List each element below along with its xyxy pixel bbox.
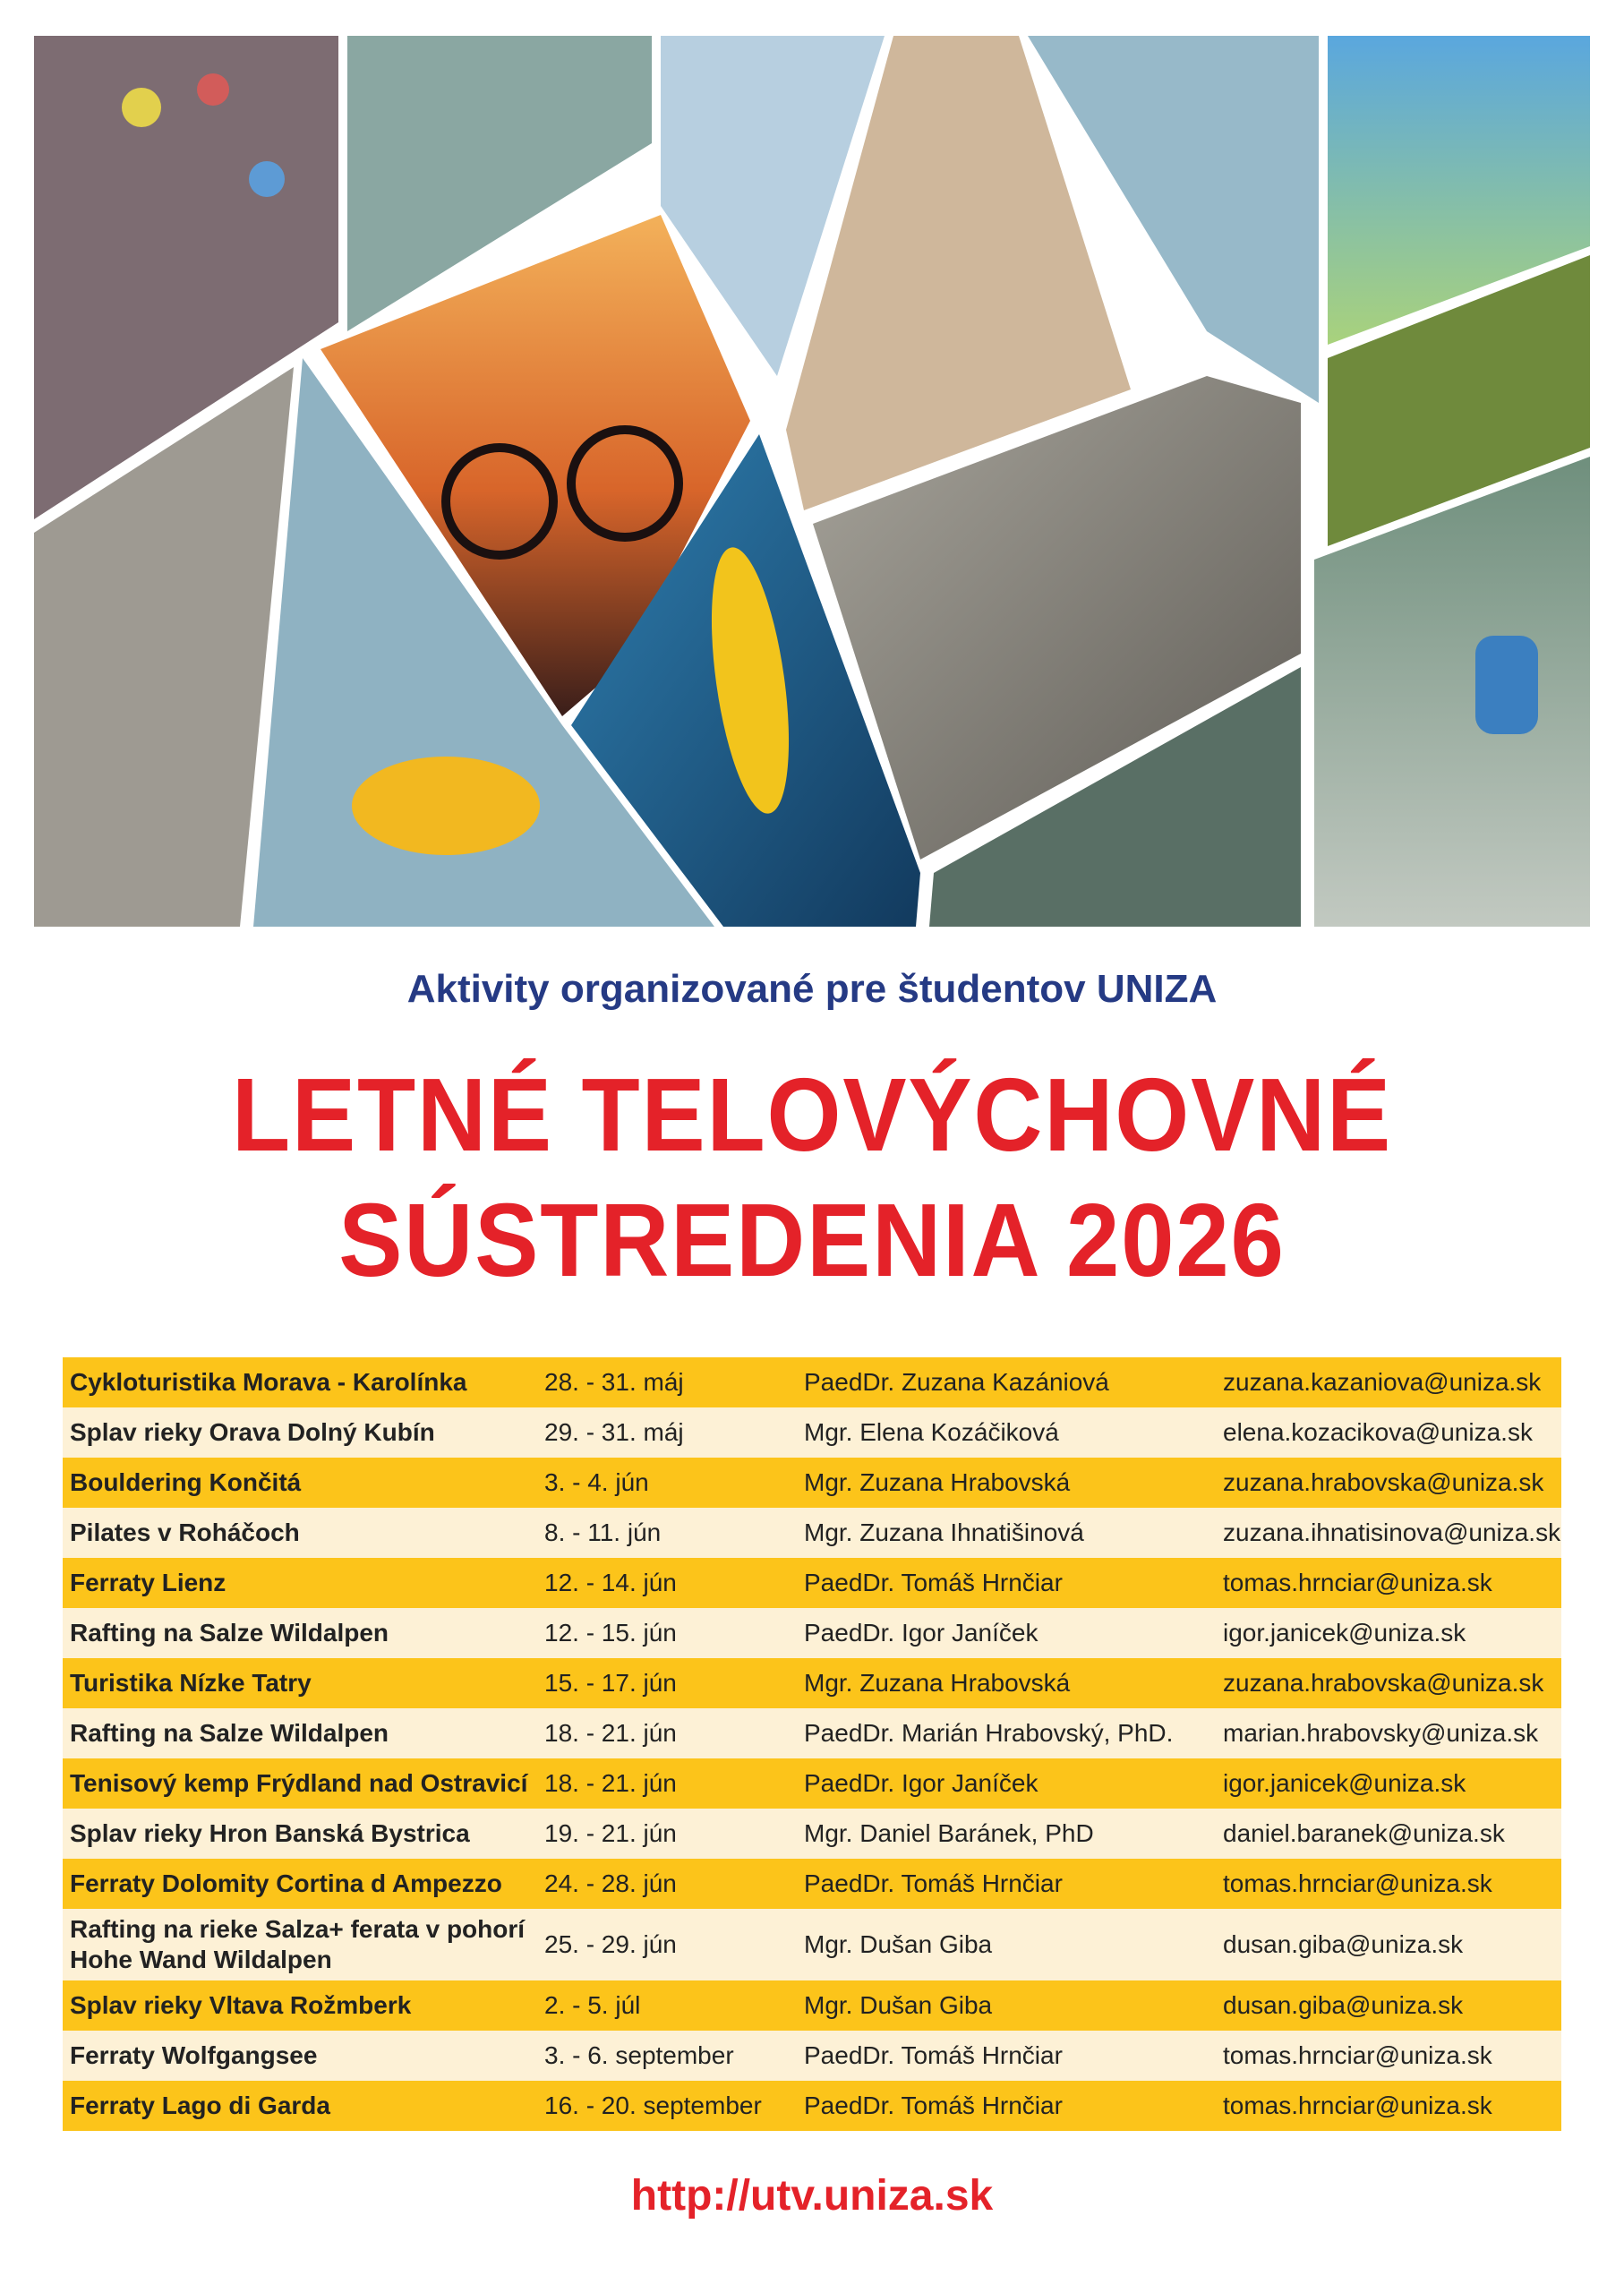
event-leader: PaedDr. Tomáš Hrnčiar [804,2041,1063,2069]
table-row [63,1708,1561,1758]
event-date: 3. - 4. jún [544,1468,649,1496]
event-name: Splav rieky Vltava Rožmberk [70,1991,412,2019]
event-date: 19. - 21. jún [544,1819,677,1847]
event-date: 8. - 11. jún [544,1518,662,1546]
event-leader: Mgr. Dušan Giba [804,1930,993,1958]
event-date: 16. - 20. september [544,2092,762,2119]
event-email[interactable]: zuzana.hrabovska@uniza.sk [1223,1669,1544,1697]
event-date: 24. - 28. jún [544,1869,677,1897]
event-email[interactable]: zuzana.kazaniova@uniza.sk [1223,1368,1542,1396]
event-name: Splav rieky Hron Banská Bystrica [70,1819,470,1847]
event-date: 29. - 31. máj [544,1418,684,1446]
table-row [63,2081,1561,2131]
event-email[interactable]: tomas.hrnciar@uniza.sk [1223,1869,1492,1897]
event-date: 12. - 15. jún [544,1619,677,1647]
table-row [63,1658,1561,1708]
page-title-line1: LETNÉ TELOVÝCHOVNÉ [231,1056,1393,1173]
event-email[interactable]: dusan.giba@uniza.sk [1223,1991,1464,2019]
event-leader: PaedDr. Zuzana Kazániová [804,1368,1109,1396]
subtitle: Aktivity organizované pre študentov UNIZA [406,967,1218,1011]
event-name: Bouldering Končitá [70,1468,302,1496]
event-leader: Mgr. Daniel Baránek, PhD [804,1819,1094,1847]
event-name: Rafting na Salze Wildalpen [70,1719,389,1747]
event-date: 25. - 29. jún [544,1930,677,1958]
table-row [63,1508,1561,1558]
event-name: Ferraty Lienz [70,1569,227,1596]
event-date: 12. - 14. jún [544,1569,677,1596]
event-email[interactable]: tomas.hrnciar@uniza.sk [1223,2041,1492,2069]
event-leader: PaedDr. Igor Janíček [804,1769,1039,1797]
table-row [63,1608,1561,1658]
event-date: 3. - 6. september [544,2041,734,2069]
page-title-line2: SÚSTREDENIA 2026 [338,1182,1286,1298]
event-email[interactable]: igor.janicek@uniza.sk [1223,1619,1466,1647]
table-row [63,1758,1561,1809]
table-row [63,1859,1561,1909]
event-email[interactable]: daniel.baranek@uniza.sk [1223,1819,1505,1847]
event-date: 28. - 31. máj [544,1368,684,1396]
event-name: Splav rieky Orava Dolný Kubín [70,1418,435,1446]
event-leader: PaedDr. Tomáš Hrnčiar [804,2092,1063,2119]
event-email[interactable]: igor.janicek@uniza.sk [1223,1769,1466,1797]
event-name: Turistika Nízke Tatry [70,1669,312,1697]
website-link[interactable]: http://utv.uniza.sk [630,2172,994,2220]
table-row [63,1407,1561,1458]
event-email[interactable]: tomas.hrnciar@uniza.sk [1223,1569,1492,1596]
event-leader: Mgr. Elena Kozáčiková [804,1418,1059,1446]
event-date: 18. - 21. jún [544,1769,677,1797]
event-leader: Mgr. Zuzana Ihnatišinová [804,1518,1084,1546]
event-date: 18. - 21. jún [544,1719,677,1747]
event-leader: PaedDr. Marián Hrabovský, PhD. [804,1719,1174,1747]
table-row [63,1458,1561,1508]
events-table [63,1357,1561,2131]
event-email[interactable]: zuzana.hrabovska@uniza.sk [1223,1468,1544,1496]
event-name: Ferraty Lago di Garda [70,2092,330,2119]
event-leader: PaedDr. Tomáš Hrnčiar [804,1569,1063,1596]
event-leader: Mgr. Zuzana Hrabovská [804,1468,1071,1496]
event-date: 15. - 17. jún [544,1669,677,1697]
table-row [63,1809,1561,1859]
table-row [63,1357,1561,1407]
event-date: 2. - 5. júl [544,1991,641,2019]
event-email[interactable]: tomas.hrnciar@uniza.sk [1223,2092,1492,2119]
event-name: Rafting na rieke Salza+ ferata v pohorí Hohe Wand Wildalpen [70,1915,526,1973]
table-row [63,1909,1561,1980]
event-leader: PaedDr. Tomáš Hrnčiar [804,1869,1063,1897]
event-name: Ferraty Dolomity Cortina d Ampezzo [70,1869,502,1897]
event-email[interactable]: dusan.giba@uniza.sk [1223,1930,1464,1958]
event-name: Rafting na Salze Wildalpen [70,1619,389,1647]
table-row [63,1558,1561,1608]
event-name: Pilates v Roháčoch [70,1518,300,1546]
event-leader: PaedDr. Igor Janíček [804,1619,1039,1647]
event-name: Ferraty Wolfgangsee [70,2041,318,2069]
event-leader: Mgr. Dušan Giba [804,1991,993,2019]
table-row [63,1980,1561,2031]
event-leader: Mgr. Zuzana Hrabovská [804,1669,1071,1697]
event-email[interactable]: elena.kozacikova@uniza.sk [1223,1418,1533,1446]
table-row [63,2031,1561,2081]
event-email[interactable]: zuzana.ihnatisinova@uniza.sk [1223,1518,1561,1546]
event-name: Cykloturistika Morava - Karolínka [70,1368,467,1396]
event-name: Tenisový kemp Frýdland nad Ostravicí [70,1769,528,1797]
photo-collage [34,36,1590,927]
event-email[interactable]: marian.hrabovsky@uniza.sk [1223,1719,1539,1747]
